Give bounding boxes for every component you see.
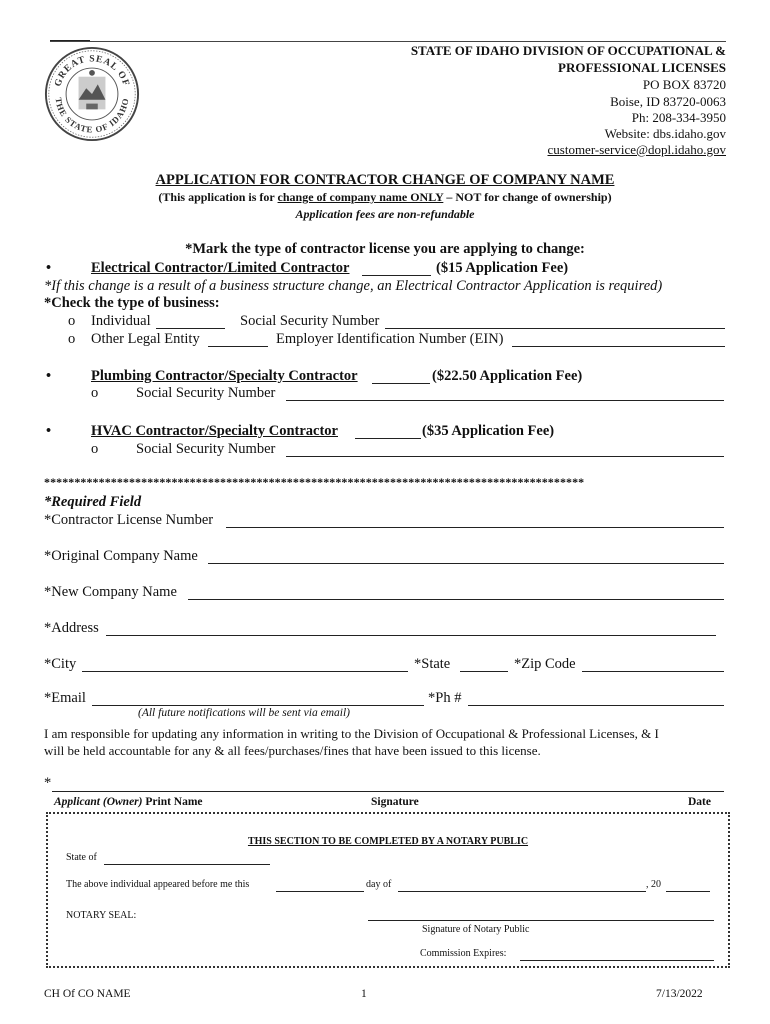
zip-label: *Zip Code xyxy=(514,656,576,672)
notary-signature-label: Signature of Notary Public xyxy=(422,924,530,935)
zip-field[interactable] xyxy=(582,671,724,672)
email-field[interactable] xyxy=(92,705,424,706)
email-label: *Email xyxy=(44,690,86,706)
notary-heading: THIS SECTION TO BE COMPLETED BY A NOTARY PUBLIC xyxy=(247,836,529,847)
seal-top-text: GREAT SEAL OF xyxy=(52,53,132,88)
plumbing-fee: ($22.50 Application Fee) xyxy=(432,368,583,384)
notary-month-field[interactable] xyxy=(398,891,646,892)
plumbing-checkbox-line[interactable] xyxy=(372,383,430,384)
top-rule-long xyxy=(50,41,726,42)
notary-section xyxy=(46,812,730,968)
asterisk-divider: ***************************************************************************************** xyxy=(44,475,585,489)
electrical-fee: ($15 Application Fee) xyxy=(436,260,569,276)
commission-expires-field[interactable] xyxy=(520,960,714,961)
commission-expires-label: Commission Expires: xyxy=(420,948,507,959)
electrical-checkbox-line[interactable] xyxy=(362,275,431,276)
state-label: *State xyxy=(414,656,451,672)
individual-check-line[interactable] xyxy=(156,328,225,329)
fees-note: Application fees are non-refundable xyxy=(295,207,475,221)
plumbing-ssn-label: Social Security Number xyxy=(136,385,276,401)
individual-marker[interactable]: o xyxy=(68,313,76,329)
notary-year-field[interactable] xyxy=(666,891,710,892)
original-name-label: *Original Company Name xyxy=(44,548,198,564)
address-field[interactable] xyxy=(106,635,716,636)
ein-label: Employer Identification Number (EIN) xyxy=(276,331,504,347)
hvac-marker[interactable]: o xyxy=(91,441,99,457)
other-entity-label: Other Legal Entity xyxy=(91,331,200,347)
idaho-state-seal xyxy=(44,46,140,142)
signature-line[interactable] xyxy=(52,791,724,792)
applicant-print-name-label xyxy=(54,796,203,808)
electrical-bullet: • xyxy=(46,260,52,276)
hvac-ssn-label: Social Security Number xyxy=(136,441,276,457)
footer-page-number: 1 xyxy=(361,988,367,1000)
license-type-heading: *Mark the type of contractor license you are applying to change: xyxy=(185,241,585,257)
other-entity-check-line[interactable] xyxy=(208,346,268,347)
responsibility-line2: will be held accountable for any & all fees/purchases/fines that have been issued to this license. xyxy=(44,743,541,758)
new-name-field[interactable] xyxy=(188,599,724,600)
responsibility-line1: I am responsible for updating any information in writing to the Division of Occupational & Professional Licenses, & I xyxy=(44,726,659,741)
phone-label: *Ph # xyxy=(428,690,462,706)
header-website: Website: dbs.idaho.gov xyxy=(604,126,726,141)
notary-signature-field[interactable] xyxy=(368,920,714,921)
notary-appeared-label: The above individual appeared before me this xyxy=(66,879,250,890)
hvac-bullet: • xyxy=(46,423,52,439)
original-name-field[interactable] xyxy=(208,563,724,564)
business-type-heading: *Check the type of business: xyxy=(44,295,220,311)
header-phone: Ph: 208-334-3950 xyxy=(631,110,726,125)
address-label: *Address xyxy=(44,620,99,636)
print-name-label: Print Name xyxy=(142,796,203,808)
hvac-ssn-field[interactable] xyxy=(286,456,724,457)
phone-field[interactable] xyxy=(468,705,724,706)
notary-seal-label: NOTARY SEAL: xyxy=(66,910,137,921)
form-title: APPLICATION FOR CONTRACTOR CHANGE OF COMPANY NAME xyxy=(155,172,615,188)
seal-bottom-text: THE STATE OF IDAHO xyxy=(53,96,131,135)
plumbing-bullet: • xyxy=(46,368,52,384)
header-email-link[interactable]: customer-service@dopl.idaho.gov xyxy=(547,142,726,157)
email-notification-note: (All future notifications will be sent via email) xyxy=(138,707,350,719)
header-line1: STATE OF IDAHO DIVISION OF OCCUPATIONAL & xyxy=(410,43,726,58)
electrical-label: Electrical Contractor/Limited Contractor xyxy=(91,260,350,276)
subtitle-suffix: – NOT for change of ownership) xyxy=(443,190,612,204)
subtitle-underlined: change of company name ONLY xyxy=(277,190,444,204)
hvac-label: HVAC Contractor/Specialty Contractor xyxy=(91,423,338,439)
header-pobox: PO BOX 83720 xyxy=(642,77,726,92)
notary-day-of-label: day of xyxy=(366,879,392,890)
notary-year-label: , 20 xyxy=(646,879,661,890)
license-number-label: *Contractor License Number xyxy=(44,512,214,528)
signature-asterisk: * xyxy=(44,775,52,791)
individual-label: Individual xyxy=(91,313,151,329)
plumbing-marker[interactable]: o xyxy=(91,385,99,401)
header-line2: PROFESSIONAL LICENSES xyxy=(558,60,726,75)
plumbing-ssn-field[interactable] xyxy=(286,400,724,401)
city-label: *City xyxy=(44,656,77,672)
notary-state-label: State of xyxy=(66,852,97,863)
signature-label: Signature xyxy=(371,796,419,808)
date-label: Date xyxy=(688,796,711,808)
ein-field[interactable] xyxy=(512,346,725,347)
footer-date: 7/13/2022 xyxy=(656,988,703,1000)
hvac-checkbox-line[interactable] xyxy=(355,438,421,439)
required-field-label: *Required Field xyxy=(44,494,142,510)
electrical-structure-note: *If this change is a result of a business structure change, an Electrical Contractor Application is required) xyxy=(44,278,663,294)
applicant-owner-label: Applicant (Owner) xyxy=(54,796,143,808)
individual-ssn-field[interactable] xyxy=(385,328,725,329)
other-entity-marker[interactable]: o xyxy=(68,331,76,347)
notary-state-field[interactable] xyxy=(104,864,270,865)
form-subtitle xyxy=(0,190,770,205)
footer-form-code: CH Of CO NAME xyxy=(44,988,131,1000)
header-city: Boise, ID 83720-0063 xyxy=(610,94,726,109)
city-field[interactable] xyxy=(82,671,408,672)
subtitle-prefix: (This application is for xyxy=(158,190,278,204)
new-name-label: *New Company Name xyxy=(44,584,177,600)
license-number-field[interactable] xyxy=(226,527,724,528)
plumbing-label: Plumbing Contractor/Specialty Contractor xyxy=(91,368,358,384)
state-field[interactable] xyxy=(460,671,508,672)
individual-ssn-label: Social Security Number xyxy=(240,313,380,329)
hvac-fee: ($35 Application Fee) xyxy=(422,423,555,439)
notary-day-field[interactable] xyxy=(276,891,364,892)
